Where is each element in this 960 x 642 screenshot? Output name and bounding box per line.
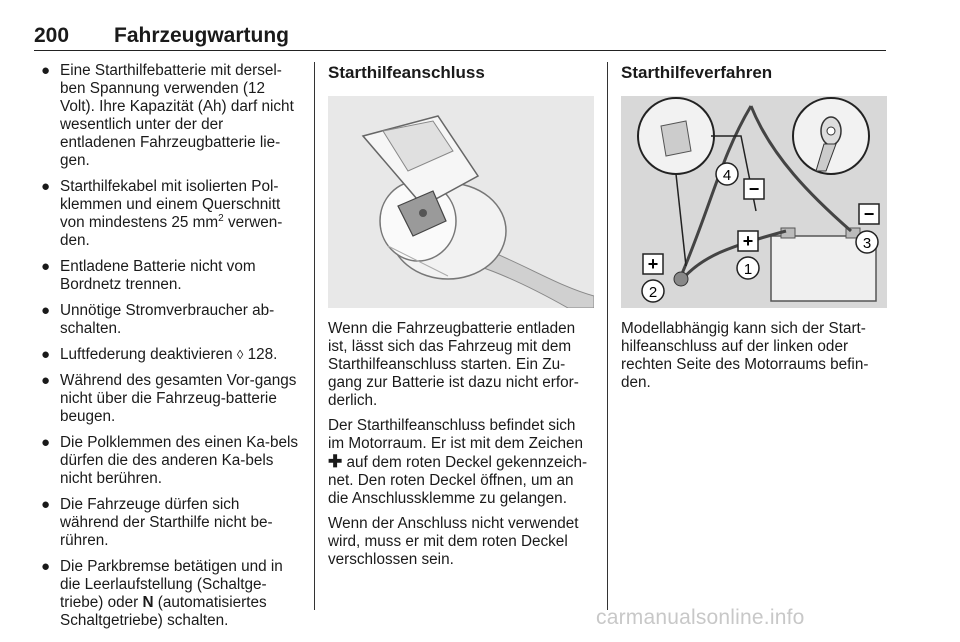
list-item: ● Die Parkbremse betätigen und in die Leerlaufstellung (Schaltge-triebe) oder N (automatisiertes Schaltgetriebe) schalten. — [41, 558, 283, 629]
list-item: ● Die Polklemmen des einen Ka-bels dürfen die des anderen Ka-bels nicht berühren. — [41, 434, 299, 487]
jump-start-terminal-illustration — [328, 96, 594, 308]
jump-start-procedure-figure — [621, 96, 887, 308]
bullet-icon: ● — [41, 372, 51, 389]
list-item: ● Während des gesamten Vor-gangs nicht über die Fahrzeug-batterie beugen. — [41, 372, 297, 425]
right-column — [621, 62, 887, 399]
callout-3: 3 — [862, 235, 872, 252]
page-number: 200 — [34, 24, 70, 47]
list-item: ● Eine Starthilfebatterie mit dersel-ben Spannung verwenden (12 Volt). Ihre Kapazität (Ah) darf nicht wesentlich unter der der entladenen Fahrzeugbatterie lie-gen. — [41, 62, 294, 169]
bullet-icon: ● — [41, 302, 51, 319]
callout-4: 4 — [722, 167, 732, 184]
section-heading: Starthilfeverfahren — [621, 63, 773, 82]
bullet-icon: ● — [41, 258, 51, 275]
list-item: ● Unnötige Stromverbraucher ab-schalten. — [41, 302, 275, 337]
bullet-icon: ● — [41, 62, 51, 79]
column-divider — [314, 62, 315, 610]
jump-start-procedure-illustration — [621, 96, 887, 308]
bullet-icon: ● — [41, 558, 51, 575]
page-header — [34, 22, 886, 51]
paragraph: Der Starthilfeanschluss befindet sich im Motorraum. Er ist mit dem Zeichen ✚ auf dem roten Deckel gekennzeich-net. Den roten Deckel öffnen, um an die Anschlussklemme zu gelangen. — [328, 417, 588, 507]
left-column — [34, 62, 300, 638]
paragraph: Modellabhängig kann sich der Start-hilfeanschluss auf der linken oder rechten Seite des Motorraums befin-den. — [621, 320, 869, 391]
paragraph: Wenn die Fahrzeugbatterie entladen ist, lässt sich das Fahrzeug mit dem Starthilfeanschluss starten. Ein Zu-gang zur Batterie ist dazu nicht erfor-derlich. — [328, 320, 579, 409]
page-title: Fahrzeugwartung — [114, 24, 290, 47]
bullet-icon: ● — [41, 178, 51, 195]
paragraph: Wenn der Anschluss nicht verwendet wird, muss er mit dem roten Deckel verschlossen sein. — [328, 515, 579, 568]
column-divider — [607, 62, 608, 610]
list-item: ● Die Fahrzeuge dürfen sich während der Starthilfe nicht be-rühren. — [41, 496, 273, 549]
callout-1: 1 — [743, 261, 753, 278]
plus-icon: ✚ — [328, 452, 343, 471]
bullet-list — [34, 62, 300, 630]
minus-icon: − — [863, 204, 875, 224]
callout-2: 2 — [648, 284, 658, 301]
section-heading: Starthilfeanschluss — [328, 63, 485, 82]
list-item: ● Entladene Batterie nicht vom Bordnetz trennen. — [41, 258, 256, 293]
bullet-icon: ● — [41, 346, 51, 363]
watermark: carmanualsonline.info — [596, 606, 805, 629]
bullet-icon: ● — [41, 496, 51, 513]
page-reference-link[interactable]: 128. — [243, 346, 278, 363]
bullet-icon: ● — [41, 434, 51, 451]
list-item: ● Luftfederung deaktivieren ◊ 128. — [41, 346, 278, 363]
page-reference-icon[interactable]: ◊ — [236, 347, 244, 362]
minus-icon: − — [748, 179, 760, 199]
list-item: ● Starthilfekabel mit isolierten Pol-klemmen und einem Querschnitt von mindestens 25 $mm^2$ verwen-den. — [41, 178, 283, 249]
jump-start-terminal-figure — [328, 96, 594, 308]
plus-icon: + — [647, 254, 659, 274]
plus-icon: + — [742, 231, 754, 251]
middle-column — [328, 62, 594, 576]
